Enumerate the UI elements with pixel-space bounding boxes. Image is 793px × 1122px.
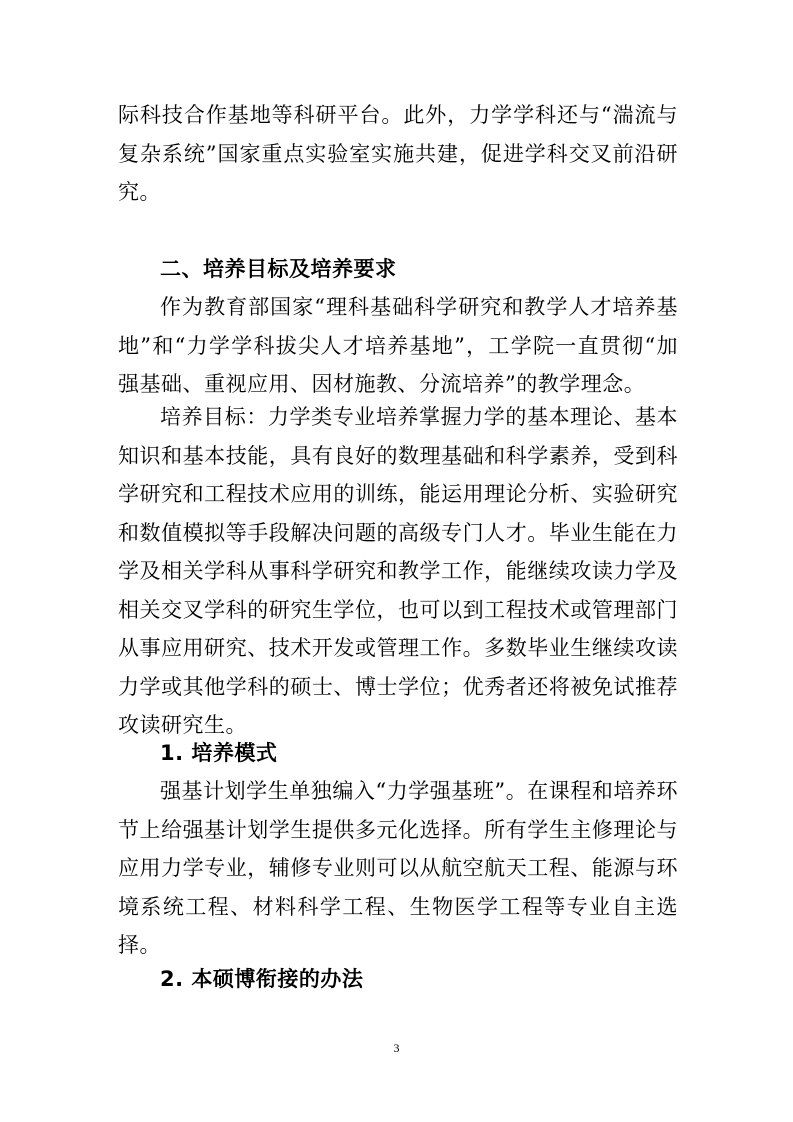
page-number: 3 xyxy=(393,1041,400,1055)
paragraph-mode: 强基计划学生单独编入“力学强基班”。在课程和培养环节上给强基计划学生提供多元化选择。所有学生主修理论与应用力学专业，辅修专业则可以从航空航天工程、能源与环境系统工程、材料科学工程、生物医学工程等专业自主选择。 xyxy=(118,779,678,957)
subheading-degree-connection: 2. 本硕博衔接的办法 xyxy=(160,967,364,991)
section-heading: 二、培养目标及培养要求 xyxy=(160,257,397,281)
paragraph-goal: 培养目标：力学类专业培养掌握力学的基本理论、基本知识和基本技能，具有良好的数理基础和科学素养，受到科学研究和工程技术应用的训练，能运用理论分析、实验研究和数值模拟等手段解决问题的高级专门人才。毕业生能在力学及相关学科从事科学研究和教学工作，能继续攻读力学及相关交叉学科的研究生学位，也可以到工程技术或管理部门从事应用研究、技术开发或管理工作。多数毕业生继续攻读力学或其他学科的硕士、博士学位；优秀者还将被免试推荐攻读研究生。 xyxy=(118,405,678,737)
paragraph-intro-continuation: 际科技合作基地等科研平台。此外，力学学科还与“湍流与复杂系统”国家重点实验室实施共建，促进学科交叉前沿研究。 xyxy=(118,103,678,204)
paragraph-base-intro: 作为教育部国家“理科基础科学研究和教学人才培养基地”和“力学学科拔尖人才培养基地”，工学院一直贯彻“加强基础、重视应用、因材施教、分流培养”的教学理念。 xyxy=(118,295,678,396)
subheading-training-mode: 1. 培养模式 xyxy=(160,741,278,765)
